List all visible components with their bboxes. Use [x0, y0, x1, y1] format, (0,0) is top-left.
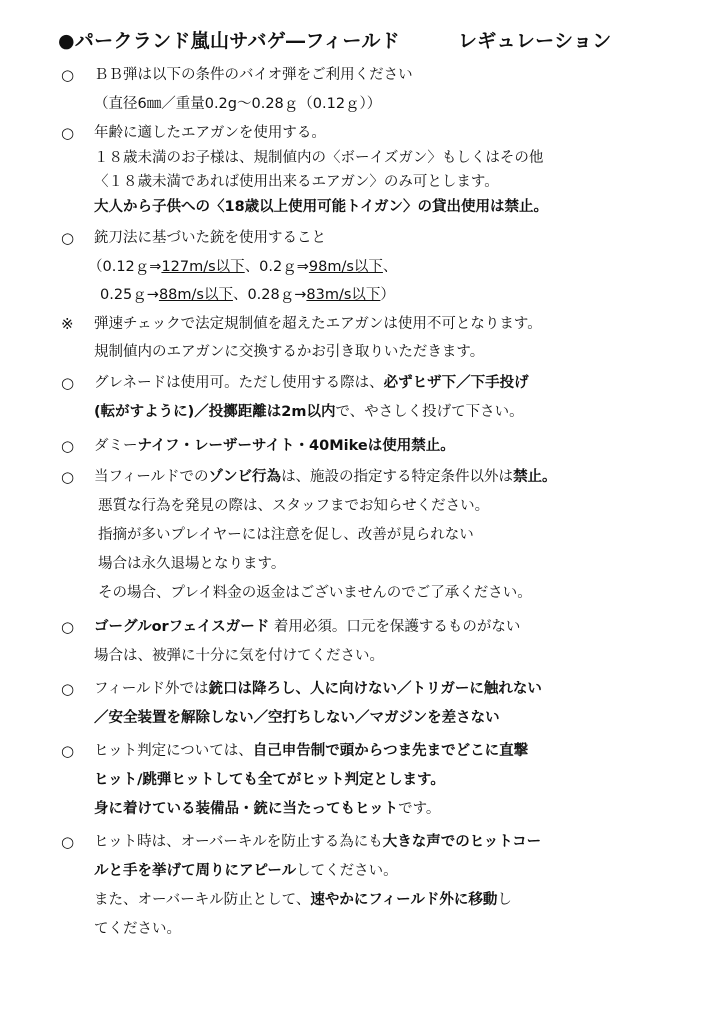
rule-text — [94, 436, 455, 456]
text-span: してください。 — [296, 863, 398, 879]
page-title — [58, 26, 612, 53]
rule-text — [94, 467, 557, 487]
rule-text: 悪質な行為を発見の際は、スタッフまでお知らせください。 — [98, 498, 490, 514]
text-span: は、施設の指定する特定条件以外は — [281, 469, 514, 485]
rule-text: 年齢に適したエアガンを使用する。 — [94, 125, 326, 141]
rule-text — [94, 373, 529, 393]
circle-bullet-icon: ○ — [61, 374, 75, 392]
rule-text — [94, 402, 524, 422]
text-span: です。 — [398, 801, 441, 817]
speed-limit: 88m/s以下 — [158, 287, 233, 303]
bold-span: 禁止。 — [513, 469, 557, 485]
bold-span: 銃口は降ろし、人に向けない／トリガーに触れない — [208, 681, 542, 697]
rule-text: 〈１８歳未満であれば使用出来るエアガン〉のみ可とします。 — [94, 174, 499, 190]
rule-text — [94, 679, 542, 699]
circle-bullet-icon: ○ — [61, 66, 75, 84]
rule-text: 場合は永久退場となります。 — [98, 556, 286, 572]
bold-span: 速やかにフィールド外に移動 — [310, 892, 498, 908]
title-text: ●パークランド嵐山サバゲ―フィールド — [58, 30, 400, 52]
rule-text: （直径6㎜／重量0.2g～0.28ｇ（0.12ｇ）） — [94, 96, 382, 112]
note-mark-icon: ※ — [61, 315, 74, 333]
rule-text — [94, 890, 512, 910]
circle-bullet-icon: ○ — [61, 742, 75, 760]
speed-limit: 98m/s以下 — [308, 259, 383, 275]
rule-text-bold: 大人から子供への〈18歳以上使用可能トイガン〉の貸出使用は禁止。 — [94, 199, 549, 215]
circle-bullet-icon: ○ — [61, 680, 75, 698]
rule-text — [94, 617, 520, 637]
rule-text: １８歳未満のお子様は、規制値内の〈ボーイズガン〉もしくはその他 — [94, 150, 544, 166]
rule-text-bold: ヒット/跳弾ヒットしても全てがヒット判定とします。 — [94, 772, 445, 788]
bold-span: ゾンビ行為 — [208, 469, 282, 485]
text-span: （0.12ｇ⇒ — [88, 259, 162, 275]
rule-text: てください。 — [94, 921, 181, 937]
rule-text: 規制値内のエアガンに交換するかお引き取りいただきます。 — [94, 344, 485, 360]
text-span: ヒット判定については、 — [94, 743, 253, 759]
rule-text — [94, 861, 398, 881]
rule-text: ＢＢ弾は以下の条件のバイオ弾をご利用ください — [94, 67, 413, 83]
rule-text: 弾速チェックで法定規制値を超えたエアガンは使用不可となります。 — [94, 316, 542, 332]
text-span: で、やさしく投げて下さい。 — [335, 404, 524, 420]
text-span: 、0.28ｇ→ — [232, 287, 307, 303]
text-span: ） — [380, 287, 395, 303]
rule-text — [94, 799, 440, 819]
speed-limit: 127m/s以下 — [161, 259, 245, 275]
bold-span: 必ずヒザ下／下手投げ — [383, 375, 529, 391]
title-subtitle: レギュレーション — [457, 30, 612, 52]
circle-bullet-icon: ○ — [61, 124, 75, 142]
rule-text — [94, 832, 541, 852]
text-span: ダミー — [94, 438, 138, 454]
circle-bullet-icon: ○ — [61, 833, 75, 851]
circle-bullet-icon: ○ — [61, 229, 75, 247]
rule-text: その場合、プレイ料金の返金はございませんのでご了承ください。 — [98, 585, 532, 601]
text-span: し — [497, 892, 512, 908]
rule-text: 銃刀法に基づいた銃を使用すること — [94, 230, 326, 246]
text-span: 0.25ｇ→ — [100, 287, 159, 303]
text-span: ヒット時は、オーバーキルを防止する為にも — [94, 834, 383, 850]
bold-span: ルと手を挙げて周りにアピール — [94, 863, 297, 879]
bold-span: 自己申告制で頭からつま先までどこに直撃 — [252, 743, 529, 759]
text-span: 当フィールドでの — [94, 469, 209, 485]
rule-text — [100, 285, 395, 305]
circle-bullet-icon: ○ — [61, 468, 75, 486]
bold-span: (転がすように)／投擲距離は2m以内 — [94, 404, 336, 420]
bold-span: ナイフ・レーザーサイト・40Mikeは使用禁止。 — [137, 438, 455, 454]
text-span: 、0.2ｇ⇒ — [244, 259, 309, 275]
circle-bullet-icon: ○ — [61, 618, 75, 636]
text-span: また、オーバーキル防止として、 — [94, 892, 311, 908]
circle-bullet-icon: ○ — [61, 437, 75, 455]
text-span: グレネードは使用可。ただし使用する際は、 — [94, 375, 384, 391]
bold-span: 身に着けている装備品・銃に当たってもヒット — [94, 801, 399, 817]
rule-text: 場合は、被弾に十分に気を付けてください。 — [94, 648, 384, 664]
text-span: フィールド外では — [94, 681, 209, 697]
speed-limit: 83m/s以下 — [306, 287, 381, 303]
rule-text — [88, 257, 397, 277]
rule-text-bold: ／安全装置を解除しない／空打ちしない／マガジンを差さない — [94, 710, 500, 726]
rule-text — [94, 741, 528, 761]
bold-span: ゴーグルorフェイスガード — [94, 619, 270, 635]
text-span: 、 — [382, 259, 398, 275]
rule-text: 指摘が多いプレイヤーには注意を促し、改善が見られない — [98, 527, 474, 543]
bold-span: 大きな声でのヒットコー — [382, 834, 542, 850]
text-span: 着用必須。口元を保護するものがない — [269, 619, 521, 635]
